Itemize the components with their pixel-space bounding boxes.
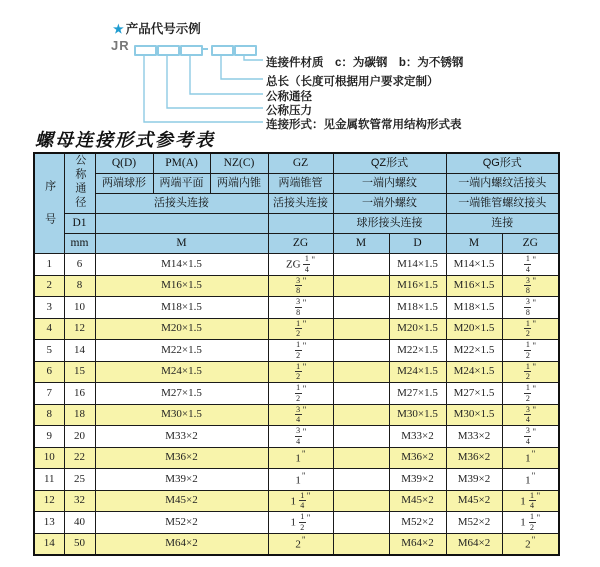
- fraction: $\frac{1}{2}$: [296, 383, 301, 403]
- nut-connection-table: [33, 152, 560, 556]
- header-qz-sub2: 一端外螺纹: [333, 194, 446, 214]
- cell-dn: 32: [64, 490, 95, 512]
- cell-m: M16×1.5: [95, 275, 268, 297]
- header-qg-sub1: 一端内螺纹活接头: [446, 174, 559, 194]
- cell-qz_d: M14×1.5: [389, 254, 446, 276]
- cell-qz_d: M30×1.5: [389, 404, 446, 426]
- fraction: $\frac{3}{4}$: [525, 426, 530, 446]
- fraction: $\frac{1}{4}$: [525, 254, 530, 274]
- cell-dn: 10: [64, 297, 95, 319]
- cell-m: M64×2: [95, 533, 268, 555]
- table-row: [34, 404, 559, 426]
- cell-qg_m: M20×1.5: [446, 318, 502, 340]
- table-row: [34, 361, 559, 383]
- table-row: [34, 490, 559, 512]
- table-row: [34, 447, 559, 469]
- cell-qg_m: M45×2: [446, 490, 502, 512]
- cell-qz_d: M52×2: [389, 512, 446, 534]
- header-m3: M: [446, 234, 502, 254]
- header-pm-sub: 两端平面: [153, 174, 210, 194]
- cell-qz_m: [333, 447, 389, 469]
- cell-dn: 50: [64, 533, 95, 555]
- cell-qz_d: M39×2: [389, 469, 446, 491]
- cell-qg_m: M22×1.5: [446, 340, 502, 362]
- cell-qz_d: M36×2: [389, 447, 446, 469]
- cell-qz_m: [333, 297, 389, 319]
- cell-no: 12: [34, 490, 64, 512]
- cell-dn: 12: [64, 318, 95, 340]
- cell-qz_m: [333, 383, 389, 405]
- cell-qz_m: [333, 533, 389, 555]
- fraction: $\frac{1}{2}$: [296, 361, 301, 381]
- table-row: [34, 297, 559, 319]
- code-prefix: JR: [111, 38, 130, 53]
- fraction: $\frac{1}{2}$: [296, 318, 301, 338]
- cell-dn: 25: [64, 469, 95, 491]
- cell-gz: $\frac{3}{4}$ ": [268, 426, 333, 448]
- cell-qg_m: M30×1.5: [446, 404, 502, 426]
- cell-qg_m: M64×2: [446, 533, 502, 555]
- cell-no: 2: [34, 275, 64, 297]
- diagram-title-text: 产品代号示例: [125, 22, 201, 36]
- cell-qz_d: M22×1.5: [389, 340, 446, 362]
- cell-qg_m: M36×2: [446, 447, 502, 469]
- fraction: $\frac{1}{2}$: [300, 512, 305, 532]
- header-qg-conn: 连接: [446, 214, 559, 234]
- cell-qz_m: [333, 404, 389, 426]
- cell-qz_m: [333, 275, 389, 297]
- cell-dn: 8: [64, 275, 95, 297]
- cell-qz_d: M16×1.5: [389, 275, 446, 297]
- header-zg3: ZG: [502, 234, 559, 254]
- code-label-diameter: 公称通径: [266, 91, 312, 103]
- cell-no: 8: [34, 404, 64, 426]
- cell-dn: 6: [64, 254, 95, 276]
- cell-qz_d: M45×2: [389, 490, 446, 512]
- cell-gz: 2": [268, 533, 333, 555]
- cell-gz: $\frac{3}{4}$ ": [268, 404, 333, 426]
- header-seq: 序号: [34, 153, 64, 254]
- header-dn: 公称通径: [64, 153, 95, 214]
- cell-qg_zg: $\frac{1}{4}$ ": [502, 254, 559, 276]
- code-label-pressure: 公称压力: [266, 105, 312, 117]
- cell-no: 14: [34, 533, 64, 555]
- cell-qz_d: M64×2: [389, 533, 446, 555]
- cell-qz_d: M24×1.5: [389, 361, 446, 383]
- code-label-length: 总长（长度可根据用户要求定制）: [266, 76, 439, 88]
- cell-no: 4: [34, 318, 64, 340]
- cell-qz_d: M18×1.5: [389, 297, 446, 319]
- cell-qg_zg: $\frac{3}{4}$ ": [502, 426, 559, 448]
- header-qz-conn: 球形接头连接: [333, 214, 446, 234]
- fraction: $\frac{3}{4}$: [296, 426, 301, 446]
- cell-qg_zg: 1": [502, 447, 559, 469]
- table-row: [34, 533, 559, 555]
- cell-m: M52×2: [95, 512, 268, 534]
- cell-no: 3: [34, 297, 64, 319]
- table-row: [34, 426, 559, 448]
- star-icon: ★: [113, 22, 124, 36]
- header-d1: D1: [64, 214, 95, 234]
- cell-no: 5: [34, 340, 64, 362]
- cell-m: M39×2: [95, 469, 268, 491]
- cell-qg_zg: $\frac{1}{2}$ ": [502, 361, 559, 383]
- cell-qz_m: [333, 254, 389, 276]
- fraction: $\frac{1}{4}$: [300, 490, 305, 510]
- cell-qz_m: [333, 512, 389, 534]
- table-body: [34, 254, 559, 556]
- cell-qg_m: M33×2: [446, 426, 502, 448]
- cell-gz: 1 $\frac{1}{2}$ ": [268, 512, 333, 534]
- cell-m: M14×1.5: [95, 254, 268, 276]
- cell-dn: 14: [64, 340, 95, 362]
- cell-m: M33×2: [95, 426, 268, 448]
- header-gz-conn: 活接头连接: [268, 194, 333, 214]
- product-code-diagram: [0, 0, 600, 131]
- cell-dn: 20: [64, 426, 95, 448]
- fraction: $\frac{1}{4}$: [530, 490, 535, 510]
- cell-qg_zg: $\frac{1}{2}$ ": [502, 383, 559, 405]
- cell-qz_m: [333, 490, 389, 512]
- cell-m: M24×1.5: [95, 361, 268, 383]
- table-row: [34, 275, 559, 297]
- header-col-q: Q(D): [95, 153, 153, 174]
- cell-qg_zg: 2": [502, 533, 559, 555]
- cell-no: 11: [34, 469, 64, 491]
- cell-no: 7: [34, 383, 64, 405]
- fraction: $\frac{1}{2}$: [525, 318, 530, 338]
- table-row: [34, 512, 559, 534]
- cell-dn: 22: [64, 447, 95, 469]
- cell-m: M27×1.5: [95, 383, 268, 405]
- header-qg-sub2: 一端锥管螺纹接头: [446, 194, 559, 214]
- fraction: $\frac{1}{2}$: [525, 340, 530, 360]
- cell-gz: $\frac{1}{2}$ ": [268, 383, 333, 405]
- cell-no: 9: [34, 426, 64, 448]
- header-qz-sub1: 一端内螺纹: [333, 174, 446, 194]
- fraction: $\frac{3}{4}$: [296, 404, 301, 424]
- header-col-nz: NZ(C): [210, 153, 268, 174]
- cell-m: M30×1.5: [95, 404, 268, 426]
- table-header: [34, 153, 559, 254]
- cell-gz: 1": [268, 447, 333, 469]
- cell-m: M20×1.5: [95, 318, 268, 340]
- fraction: $\frac{1}{2}$: [296, 340, 301, 360]
- cell-no: 13: [34, 512, 64, 534]
- cell-m: M45×2: [95, 490, 268, 512]
- cell-no: 6: [34, 361, 64, 383]
- cell-gz: $\frac{1}{2}$ ": [268, 340, 333, 362]
- cell-dn: 15: [64, 361, 95, 383]
- cell-m: M22×1.5: [95, 340, 268, 362]
- cell-qz_m: [333, 426, 389, 448]
- header-q-sub: 两端球形: [95, 174, 153, 194]
- fraction: $\frac{1}{2}$: [525, 383, 530, 403]
- table-row: [34, 254, 559, 276]
- cell-dn: 16: [64, 383, 95, 405]
- table-title: 螺母连接形式参考表: [35, 130, 215, 150]
- fraction: $\frac{3}{8}$: [525, 297, 530, 317]
- cell-dn: 18: [64, 404, 95, 426]
- fraction: $\frac{3}{8}$: [525, 275, 530, 295]
- cell-gz: 1": [268, 469, 333, 491]
- header-m2: M: [333, 234, 389, 254]
- cell-m: M36×2: [95, 447, 268, 469]
- fraction: $\frac{3}{8}$: [296, 297, 301, 317]
- table-row: [34, 340, 559, 362]
- cell-qg_zg: $\frac{1}{2}$ ": [502, 340, 559, 362]
- cell-qz_d: M33×2: [389, 426, 446, 448]
- cell-qg_m: M16×1.5: [446, 275, 502, 297]
- cell-gz: $\frac{3}{8}$ ": [268, 275, 333, 297]
- cell-qg_zg: 1": [502, 469, 559, 491]
- cell-qz_m: [333, 340, 389, 362]
- header-col-gz: GZ: [268, 153, 333, 174]
- cell-qz_d: M27×1.5: [389, 383, 446, 405]
- cell-qz_m: [333, 361, 389, 383]
- fraction: $\frac{1}{2}$: [530, 512, 535, 532]
- fraction: $\frac{3}{4}$: [525, 404, 530, 424]
- cell-qz_m: [333, 318, 389, 340]
- header-m1: M: [95, 234, 268, 254]
- code-label-conn-form: 连接形式：见金属软管常用结构形式表: [266, 119, 462, 131]
- cell-qg_zg: 1 $\frac{1}{4}$ ": [502, 490, 559, 512]
- cell-gz: $\frac{1}{2}$ ": [268, 318, 333, 340]
- cell-qg_zg: $\frac{3}{8}$ ": [502, 275, 559, 297]
- cell-qg_m: M39×2: [446, 469, 502, 491]
- fraction: $\frac{1}{2}$: [525, 361, 530, 381]
- header-nz-sub: 两端内锥: [210, 174, 268, 194]
- cell-no: 10: [34, 447, 64, 469]
- fraction: $\frac{1}{4}$: [304, 254, 309, 274]
- header-blank-left: [95, 214, 268, 234]
- cell-qz_d: M20×1.5: [389, 318, 446, 340]
- cell-qg_m: M14×1.5: [446, 254, 502, 276]
- cell-dn: 40: [64, 512, 95, 534]
- cell-qg_zg: $\frac{1}{2}$ ": [502, 318, 559, 340]
- header-gz-sub: 两端锥管: [268, 174, 333, 194]
- table-row: [34, 318, 559, 340]
- code-label-material: 连接件材质 c：为碳钢 b：为不锈钢: [266, 57, 464, 69]
- header-d2: D: [389, 234, 446, 254]
- cell-qg_zg: $\frac{3}{4}$ ": [502, 404, 559, 426]
- cell-qg_m: M52×2: [446, 512, 502, 534]
- table-row: [34, 469, 559, 491]
- cell-qg_m: M27×1.5: [446, 383, 502, 405]
- header-col-qg: QG形式: [446, 153, 559, 174]
- header-union-conn: 活接头连接: [95, 194, 268, 214]
- cell-gz: $\frac{1}{2}$ ": [268, 361, 333, 383]
- fraction: $\frac{3}{8}$: [296, 275, 301, 295]
- table-row: [34, 383, 559, 405]
- cell-gz: 1 $\frac{1}{4}$ ": [268, 490, 333, 512]
- header-mm: mm: [64, 234, 95, 254]
- header-col-qz: QZ形式: [333, 153, 446, 174]
- header-zg1: ZG: [268, 234, 333, 254]
- cell-qg_zg: 1 $\frac{1}{2}$ ": [502, 512, 559, 534]
- cell-gz: $\frac{3}{8}$ ": [268, 297, 333, 319]
- cell-qg_m: M24×1.5: [446, 361, 502, 383]
- header-col-pm: PM(A): [153, 153, 210, 174]
- header-blank-gz: [268, 214, 333, 234]
- cell-qg_m: M18×1.5: [446, 297, 502, 319]
- cell-qz_m: [333, 469, 389, 491]
- cell-no: 1: [34, 254, 64, 276]
- cell-gz: ZG $\frac{1}{4}$ ": [268, 254, 333, 276]
- cell-m: M18×1.5: [95, 297, 268, 319]
- cell-qg_zg: $\frac{3}{8}$ ": [502, 297, 559, 319]
